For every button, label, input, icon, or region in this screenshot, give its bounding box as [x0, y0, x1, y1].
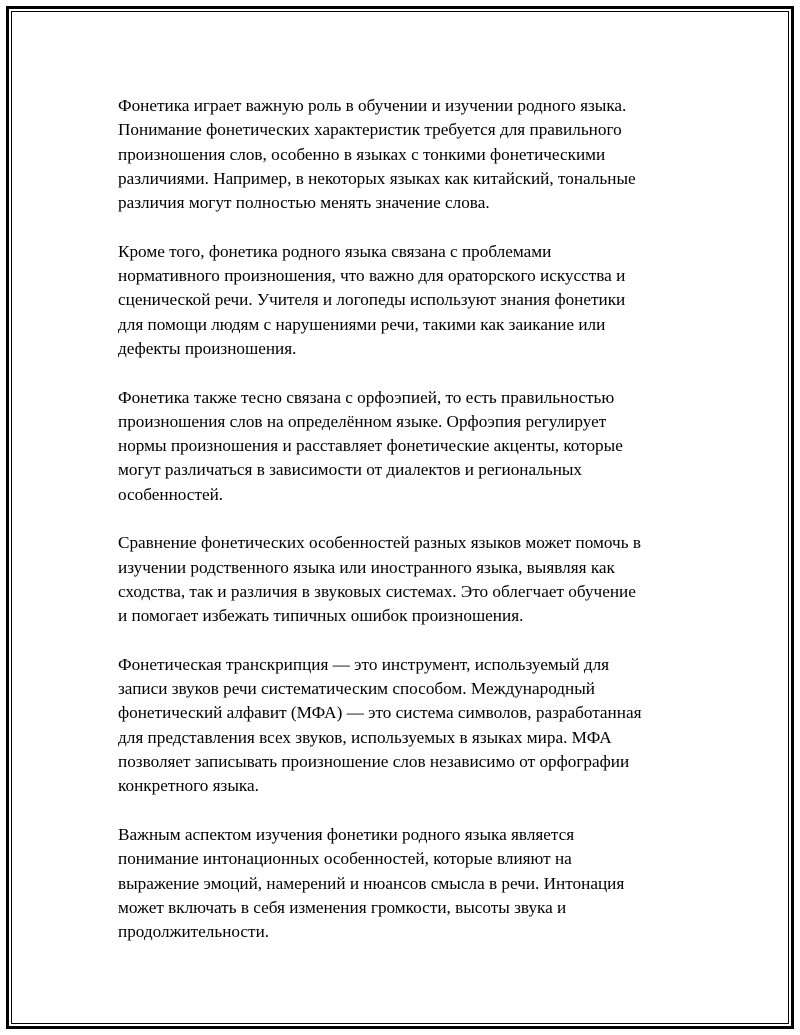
paragraph-6: Важным аспектом изучения фонетики родного языка является понимание интонационных особенностей, которые влияют на выражение эмоций, намерений и нюансов смысла в речи. Интонация может включать в себя изменения громкости, высоты звука и продолжительности.: [118, 824, 625, 942]
paragraph-4: Сравнение фонетических особенностей разных языков может помочь в изучении родственного языка или иностранного языка, выявляя как сходства, так и различия в звуковых системах. Это облегчает обучение и помогает избежать типичных ошибок произношения.: [118, 533, 641, 626]
paragraph-2: Кроме того, фонетика родного языка связана с проблемами нормативного произношения, что важно для ораторского искусства и сценической речи. Учителя и логопеды используют знания фонетики для помощи людям с нарушениями речи, такими как заикание или дефекты произношения.: [118, 241, 626, 358]
document-body: [118, 94, 688, 944]
paragraph-3: Фонетика также тесно связана с орфоэпией, то есть правильностью произношения слов на определённом языке. Орфоэпия регулирует нормы произношения и расставляет фонетические акценты, которые могут различаться в зависимости от диалектов и региональных особенностей.: [118, 387, 623, 504]
paragraph-5: Фонетическая транскрипция — это инструмент, используемый для записи звуков речи систематическим способом. Международный фонетический алфавит (МФА) — это система символов, разработанная для представления всех звуков, используемых в языках мира. МФА позволяет записывать произношение слов независимо от орфографии конкретного языка.: [118, 654, 642, 796]
paragraph-1: Фонетика играет важную роль в обучении и изучении родного языка. Понимание фонетических характеристик требуется для правильного произношения слов, особенно в языках с тонкими фонетическими различиями. Например, в некоторых языках как китайский, тональные различия могут полностью менять значение слова.: [118, 96, 636, 213]
